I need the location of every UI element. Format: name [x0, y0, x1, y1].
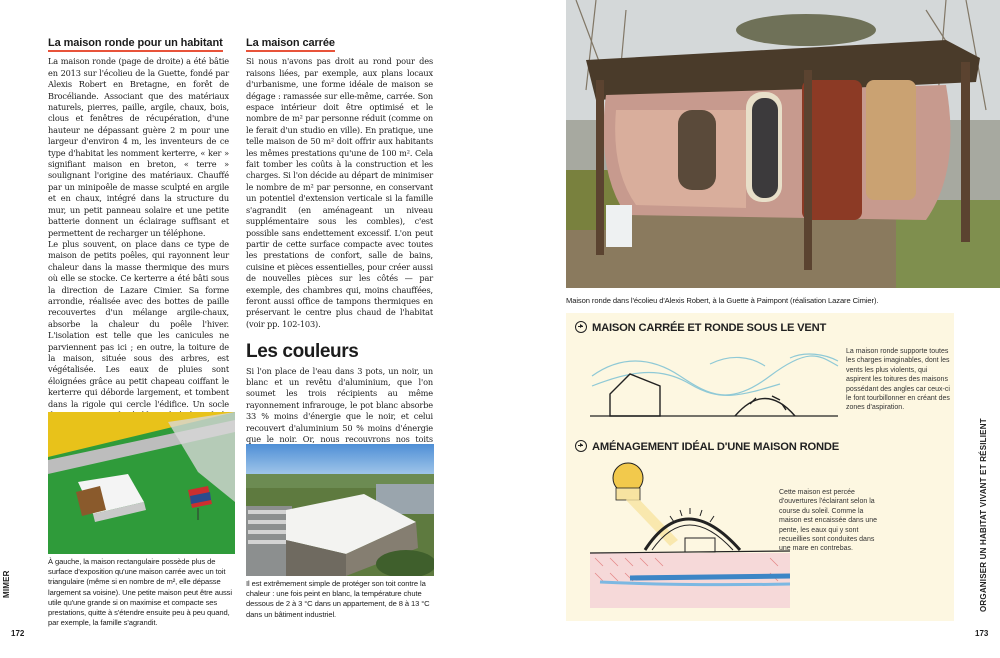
section-title-colors: Les couleurs: [246, 341, 359, 363]
white-roof-photo: [246, 444, 434, 576]
column-2: [246, 38, 433, 514]
caption-left-illustration: À gauche, la maison rectangulaire possède plus de surface d'exposition qu'une maison carrée avec un toit triangulaire (même si en nombre de m², elle dépasse largement sa voisine). Une petite maison peut être aussi utile qu'une grande si on maximise et compacte ses prestations, quitte à s'étendre ensuite peu à peu quand, par exemple, la famille s'agrandit.: [48, 557, 232, 628]
body-text-1a: La maison ronde (page de droite) a été bâtie en 2013 sur l'écolieu de la Guette, fondé par Alexis Robert en Bretagne, en forêt de Brocéliande. Associant que des matériaux naturels, pierres, paille, argile, chaux, bois, clous et fenêtres de récupération, d'une hauteur ne dépassant guère 2 m pour une largeur d'environ 4 m, les inventeurs de ce type d'habitat les nomment kerterre, « ker » signifiant maison en breton, « terre » soulignant l'origine des matériaux. Chauffé par un minipoêle de masse sculpté en argile et en chaux, intégré dans la structure du mur, un petit panneau solaire et une petite batterie donnent un éclairage suffisant et permettent de recharger un téléphone.: [48, 56, 229, 238]
panel2-title-text: AMÉNAGEMENT IDÉAL D'UNE MAISON RONDE: [592, 441, 839, 453]
heading-round-house: La maison ronde pour un habitant: [48, 38, 223, 52]
caption-white-roof: Il est extrêmement simple de protéger son toit contre la chaleur : une fois peint en blanc, la température chute dessous de 2 à 3 °C dans un appartement, de 8 à 13 °C dans un bâtiment industriel.: [246, 579, 430, 619]
page-number-left: 172: [11, 629, 25, 638]
side-label-left: MIMER: [2, 570, 11, 598]
body-text-2b: Si l'on place de l'eau dans 3 pots, un noir, un blanc et un revêtu d'aluminium, que l'on soumet les trois récipients au même rayonnement infrarouge, le pot blanc absorbe 33 % moins d'énergie que le noir, et celui recouvert d'aluminium 50 % moins d'énergie que le noir. Or, nous recouvrons nos toits: [246, 365, 433, 444]
panel1-note: La maison ronde supporte toutes les charges imaginables, dont les vents les plus violents, qui aspirent les toitures des maisons possédant des angles car ceux-ci le font tourbillonner en créant des zones d'aspiration.: [846, 348, 950, 412]
round-house-section-diagram: [590, 458, 790, 608]
wind-diagram: [590, 346, 840, 426]
heading-square-house: La maison carrée: [246, 38, 335, 52]
panel2-title: [575, 440, 839, 453]
panel2-note: Cette maison est percée d'ouvertures l'éclairant selon la course du soleil. Comme la maison est encaissée dans une pente, les eaux qui y sont recueillies sont conduites dans une mare en contrebas.: [779, 489, 878, 553]
panel1-title-text: MAISON CARRÉE ET RONDE SOUS LE VENT: [592, 322, 827, 334]
panel1-title: [575, 321, 826, 334]
page-number-right: 173: [975, 629, 989, 638]
body-text-1b: Le plus souvent, on place dans ce type de maison de petits poêles, qui rayonnent leur chaleur dans la masse thermique des murs où elle se stocke. Ce kerterre a été bâti sous la direction de Lazare Cimier. Sa forme arrondie, réalisée avec des bottes de paille recouvertes d'un mélange argile-chaux, absorbe la chaleur du poêle l'hiver. L'isolation est telle que les canicules ne parviennent pas ici ; en outre, la toiture de la maison, située sous des arbres, est végétalisée. Les eaux de pluies sont éloignées grâce au petit chapeau coiffant le kerterre qui déborde largement, et tombent dans la rigole qui cercle l'édifice. Un socle: [48, 238, 229, 409]
photo-caption: Maison ronde dans l'écolieu d'Alexis Robert, à la Guette à Paimpont (réalisation Lazare Cimier).: [566, 296, 879, 305]
arrow-circle-icon: [575, 321, 587, 333]
house-3d-illustration: [48, 412, 235, 554]
round-house-photo: [566, 0, 1000, 288]
arrow-circle-icon: [575, 440, 587, 452]
side-label-right: ORGANISER UN HABITAT VIVANT ET RÉSILIENT: [979, 418, 988, 612]
body-text-2a: Si nous n'avons pas droit au rond pour des raisons liées, par exemple, aux plans locaux d'urbanisme, une forme idéale de maison se dégage : ramassée sur elle-même, carrée. Son espace intérieur doit être optimisé et le nombre de m² par personne réduit (comme on le ferait d'un studio en ville). En pratique, une telle maison de 50 m² doit offrir aux habitants les mêmes prestations qu'une de 100 m². Cela fait tomber les coûts à la construction et les charges. Si l'on décide au départ de minimiser le nombre de m² par personne, en conservant un potentiel d'extension verticale si la famille s'agrandit (en aménageant un niveau supplémentaire sous les combles), c'est possible sans endettement excessif. L'on peut partir de cette surface compacte avec toutes les prestations de confort, salle de bains, cuisine et pièces essentielles, pour créer aussi de nouvelles pièces sur les côtés — par exemple, des chambres qui, moins chauffées, feront aussi office de tampons thermiques en préservant le centre plus chaud de l'habitat (voir pp. 102-103).: [246, 56, 433, 329]
